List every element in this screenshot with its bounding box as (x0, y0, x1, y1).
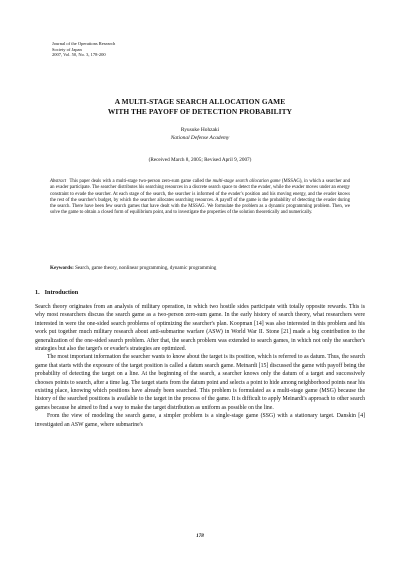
paper-title (40, 97, 360, 117)
keywords-label: Keywords: (50, 265, 74, 271)
section-title: Introduction (44, 289, 79, 296)
abstract-game-name: multi-stage search allocation game (212, 179, 281, 184)
journal-header (52, 41, 115, 58)
paper-title-line1: A MULTI-STAGE SEARCH ALLOCATION GAME (114, 97, 286, 106)
journal-volume: 2007, Vol. 50, No. 3, 178-200 (52, 52, 106, 58)
paragraph-1: Search theory originates from an analysis of military operation, in which two hostile sides participate with totally opposite rewards. This is why most researchers discuss the search game as a two-person zero-sum game. In the early history of search theory, what researchers were interested in were the one-sided search problems of optimizing the searcher's plan. Koopman [14] was also interested in this problem and his work put together much military research about anti-submarine warfare (ASW) in World War II. Stone [21] made a big contribution to the generalization of the one-sided search problem. After that, the search problem was extended to search games, in which not only the searcher's strategies but also the target's or evader's strategies are optimized. (35, 304, 365, 353)
body-text (35, 303, 365, 429)
abstract-text-b: (MSSAG), in which a searcher and an evader participate. The searcher distributes his searching resources in a discrete search space to detect the evader, while the evader moves under an energy constraint to evade the searcher. At each stage of the search, the searcher is informed of the evader's position and his moving energy, and the evader knows the rest of the searcher's budget, by which the searcher allocates searching resources. A payoff of the game is the probability of detecting the evader during the search. There have been few search games that have dealt with the MSSAG. We formulate the problem as a dynamic programming problem. Then, we solve the game to obtain a closed form of equilibrium point, and to investigate the properties of the solution theoretically and numerically. (50, 179, 350, 216)
abstract (50, 179, 350, 217)
author-affiliation: National Defense Academy (170, 135, 230, 141)
abstract-text-a: This paper deals with a multi-stage two-person zero-sum game called the (69, 179, 213, 184)
section-number: 1. (35, 289, 40, 296)
author-block (40, 126, 360, 142)
paragraph-3: From the view of modeling the search game, a simpler problem is a single-stage game (SSG) with a stationary target. Danskin [4] investigated an ASW game, where submarine's (35, 413, 365, 428)
author-name: Ryusuke Hohzaki (180, 127, 220, 133)
keywords-text: Search, game theory, nonlinear programming, dynamic programming (75, 265, 217, 271)
section-heading (35, 289, 78, 296)
journal-name-line1: Journal of the Operations Research (52, 41, 116, 46)
received-date: (Received March 8, 2005; Revised April 9, 2007) (148, 157, 252, 163)
keywords (50, 265, 350, 271)
abstract-label: Abstract (50, 179, 67, 184)
paragraph-2: The most important information the searcher wants to know about the target is its position, which is referred to as datum. Thus, the search game that starts with the exposure of the target position is called a datum search game. Meinardi [15] discussed the game with payoff being the probability of detecting the target on a line. At the beginning of the search, a searcher knows only the datum of a target and successively chooses points to search, after a time lag. The target starts from the datum point and selects a point to hide among neighborhood points near his existing place, knowing which positions have already been searched. This problem is formulated as a multi-stage game (MSG) because the history of the searched positions is available to the target in the process of the game. It is difficult to apply Meinardi's approach to other search games because he aimed to find a way to make the target distribution as uniform as possible on the line. (35, 354, 365, 411)
page-number: 178 (196, 533, 204, 539)
journal-name-line2: Society of Japan (52, 46, 82, 52)
paper-title-line2: WITH THE PAYOFF OF DETECTION PROBABILITY (107, 107, 293, 116)
